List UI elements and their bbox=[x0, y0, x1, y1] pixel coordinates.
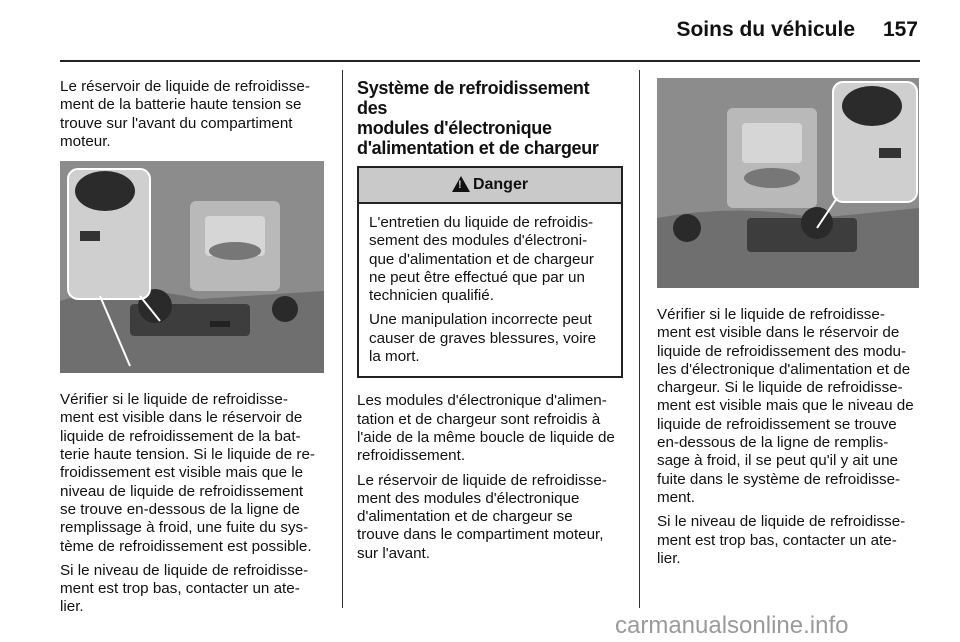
text-line: sement des modules d'électroni- bbox=[369, 232, 588, 250]
danger-box bbox=[357, 166, 623, 378]
text-line: tème de refroidissement est possible. bbox=[60, 537, 312, 555]
text-line: Vérifier si le liquide de refroidisse- bbox=[60, 391, 288, 409]
text-line: ment de la batterie haute tension se bbox=[60, 96, 302, 114]
text-line: ment est trop bas, contacter un ate- bbox=[60, 580, 300, 598]
text-line: liquide de refroidissement des modu- bbox=[657, 342, 907, 360]
text-line: refroidissement. bbox=[357, 447, 466, 465]
text-line: tation et de chargeur sont refroidis à bbox=[357, 410, 601, 428]
text-line: Si le niveau de liquide de refroidisse- bbox=[60, 561, 309, 579]
text-line: Si le niveau de liquide de refroidisse- bbox=[657, 513, 906, 531]
intro-paragraph bbox=[60, 78, 328, 151]
text-line: modules d'électronique bbox=[357, 118, 552, 138]
danger-paragraph bbox=[369, 311, 611, 366]
page-number: 157 bbox=[882, 18, 918, 41]
column-2 bbox=[357, 78, 623, 569]
text-line: ment est trop bas, contacter un ate- bbox=[657, 531, 897, 549]
text-line: Système de refroidissement des bbox=[357, 78, 590, 118]
text-line: ment est visible mais que le niveau de bbox=[657, 397, 914, 415]
text-line: sur l'avant. bbox=[357, 544, 430, 562]
danger-title: Danger bbox=[472, 176, 529, 193]
text-line: trouve dans le compartiment moteur, bbox=[357, 526, 604, 544]
column-divider bbox=[342, 70, 343, 608]
text-line: liquide de refroidissement de la bat- bbox=[60, 427, 301, 445]
column-1 bbox=[60, 78, 328, 623]
text-line: ment des modules d'électronique bbox=[357, 489, 580, 507]
danger-body bbox=[359, 204, 621, 376]
text-line: Une manipulation incorrecte peut bbox=[369, 311, 592, 329]
section-title: Soins du véhicule bbox=[676, 18, 855, 41]
reservoir-location-paragraph bbox=[357, 472, 623, 563]
text-line: terie haute tension. Si le liquide de re- bbox=[60, 446, 315, 464]
text-line: fuite dans le système de refroidisse- bbox=[657, 470, 901, 488]
engine-bay-photo-module-coolant bbox=[657, 78, 919, 288]
text-line: ment. bbox=[657, 488, 695, 506]
text-line: froidissement est visible mais que le bbox=[60, 464, 304, 482]
warning-triangle-icon: ! bbox=[452, 176, 470, 192]
check-paragraph bbox=[60, 391, 328, 556]
column-3 bbox=[657, 78, 922, 574]
modules-paragraph bbox=[357, 392, 623, 465]
engine-bay-photo-battery-coolant bbox=[60, 161, 324, 373]
text-line: Le réservoir de liquide de refroidisse- bbox=[357, 471, 607, 489]
text-line: Les modules d'électronique d'alimen- bbox=[357, 392, 607, 410]
text-line: lier. bbox=[657, 549, 681, 567]
text-line: moteur. bbox=[60, 132, 111, 150]
text-line: d'alimentation et de chargeur bbox=[357, 138, 599, 158]
text-line: L'entretien du liquide de refroidis- bbox=[369, 214, 594, 231]
text-line: la mort. bbox=[369, 348, 420, 366]
text-line: d'alimentation et de chargeur se bbox=[357, 508, 573, 526]
danger-header bbox=[359, 168, 621, 204]
check-paragraph bbox=[657, 306, 922, 507]
low-level-paragraph bbox=[657, 513, 922, 568]
text-line: Vérifier si le liquide de refroidisse- bbox=[657, 306, 885, 323]
text-line: technicien qualifié. bbox=[369, 287, 494, 305]
text-line: liquide de refroidissement se trouve bbox=[657, 415, 897, 433]
watermark: carmanualsonline.info bbox=[615, 612, 849, 639]
text-line: causer de graves blessures, voire bbox=[369, 329, 597, 347]
page-header bbox=[0, 0, 960, 62]
header-rule bbox=[60, 60, 920, 62]
low-level-paragraph bbox=[60, 562, 328, 617]
text-line: chargeur. Si le liquide de refroidisse- bbox=[657, 379, 903, 397]
section-heading bbox=[357, 78, 623, 158]
text-line: Le réservoir de liquide de refroidisse- bbox=[60, 78, 310, 95]
text-line: sage à froid, il se peut qu'il y ait une bbox=[657, 452, 898, 470]
text-line: en-dessous de la ligne de remplis- bbox=[657, 434, 889, 452]
text-line: les d'électronique d'alimentation et de bbox=[657, 360, 911, 378]
text-line: que d'alimentation et de chargeur bbox=[369, 250, 594, 268]
column-divider bbox=[639, 70, 640, 608]
text-line: ne peut être effectué que par un bbox=[369, 268, 585, 286]
danger-paragraph bbox=[369, 214, 611, 305]
text-line: se trouve en-dessous de la ligne de bbox=[60, 500, 300, 518]
text-line: remplissage à froid, une fuite du sys- bbox=[60, 519, 309, 537]
text-line: trouve sur l'avant du compartiment bbox=[60, 114, 293, 132]
text-line: ment est visible dans le réservoir de bbox=[657, 324, 900, 342]
text-line: l'aide de la même boucle de liquide de bbox=[357, 428, 615, 446]
text-line: ment est visible dans le réservoir de bbox=[60, 409, 303, 427]
text-line: lier. bbox=[60, 598, 84, 616]
text-line: niveau de liquide de refroidissement bbox=[60, 482, 304, 500]
